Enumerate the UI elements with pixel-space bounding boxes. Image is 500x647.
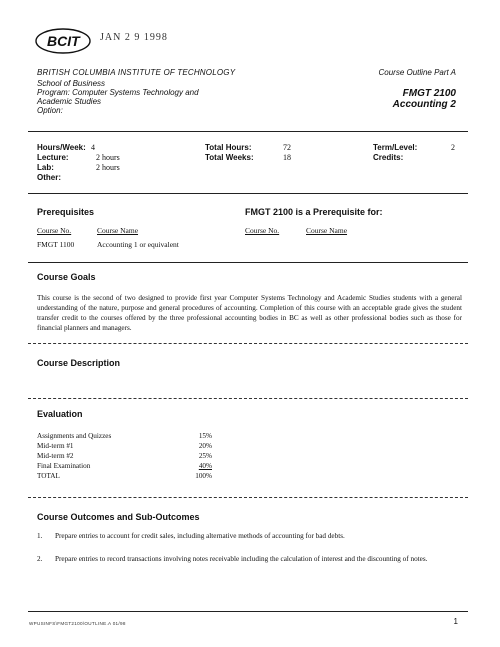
divider [28, 262, 468, 263]
outcomes-title: Course Outcomes and Sub-Outcomes [37, 512, 200, 522]
divider [28, 343, 468, 344]
divider [28, 497, 468, 498]
hours-week-label: Hours/Week: [37, 143, 86, 152]
total-hours-label: Total Hours: [205, 143, 252, 152]
evaluation-row: Mid-term #2 25% [37, 452, 212, 460]
option-label: Option: [37, 106, 63, 115]
course-code: FMGT 2100 [402, 88, 456, 99]
footer-file-path: WPUSINFS\FMGT2100\OUTLINE.A 01/98 [29, 621, 126, 626]
course-title: Accounting 2 [392, 99, 456, 110]
course-goals-text: This course is the second of two designed to provide first year Computer Systems Technology and Academic Studies students with a general understanding of the nature, purpose and general procedures of accounting. Completion of this course with an acceptable grade gives the student transfer credit to the courses offered by the three professional accounting bodies in BC as well as other professional bodies such as those for financial planners and managers. [37, 294, 462, 332]
prereq-course-name: Accounting 1 or equivalent [97, 240, 179, 249]
footer-divider [28, 611, 468, 612]
school-name: School of Business [37, 79, 106, 88]
divider [28, 398, 468, 399]
prerequisites-title: Prerequisites [37, 207, 95, 217]
evaluation-row: Final Examination 40% [37, 462, 212, 470]
total-weeks-value: 18 [283, 153, 291, 162]
prereq-course-no: FMGT 1100 [37, 240, 75, 249]
total-hours-value: 72 [283, 143, 291, 152]
prereq-col-course-name: Course Name [97, 226, 139, 235]
program-line: Program: Computer Systems Technology and [37, 88, 199, 97]
evaluation-row: Assignments and Quizzes 15% [37, 432, 212, 440]
prerequisite-for-title: FMGT 2100 is a Prerequisite for: [245, 207, 383, 217]
prereq-col-course-no: Course No. [37, 226, 72, 235]
credits-label: Credits: [373, 153, 404, 162]
prereq-for-col-course-no: Course No. [245, 226, 280, 235]
lecture-value: 2 hours [96, 153, 120, 162]
evaluation-row: Mid-term #1 20% [37, 442, 212, 450]
received-stamp: JAN 2 9 1998 [100, 32, 168, 43]
divider [28, 131, 468, 132]
term-label: Term/Level: [373, 143, 418, 152]
total-weeks-label: Total Weeks: [205, 153, 254, 162]
institution-name: BRITISH COLUMBIA INSTITUTE OF TECHNOLOGY [37, 68, 236, 77]
divider [28, 193, 468, 194]
lab-label: Lab: [37, 163, 54, 172]
term-value: 2 [451, 143, 455, 152]
lecture-label: Lecture: [37, 153, 69, 162]
outcome-item: 1. Prepare entries to account for credit sales, including alternative methods of accounting for bad debts. [37, 532, 345, 540]
course-description-title: Course Description [37, 358, 121, 368]
bcit-logo [35, 26, 90, 54]
header-left [37, 68, 235, 115]
lab-value: 2 hours [96, 163, 120, 172]
outline-part: Course Outline Part A [378, 68, 456, 77]
header-right [378, 68, 456, 110]
evaluation-title: Evaluation [37, 409, 83, 419]
program-line-2: Academic Studies [37, 97, 102, 106]
svg-text:BCIT: BCIT [47, 33, 80, 49]
other-label: Other: [37, 173, 61, 182]
evaluation-row-total: TOTAL 100% [37, 472, 212, 480]
course-goals-title: Course Goals [37, 272, 96, 282]
outcome-item: 2. Prepare entries to record transactions involving notes receivable including the calculation of interest and the discounting of notes. [37, 555, 428, 563]
page-number: 1 [453, 617, 458, 626]
hours-week-value: 4 [91, 143, 95, 152]
prereq-for-col-course-name: Course Name [306, 226, 348, 235]
